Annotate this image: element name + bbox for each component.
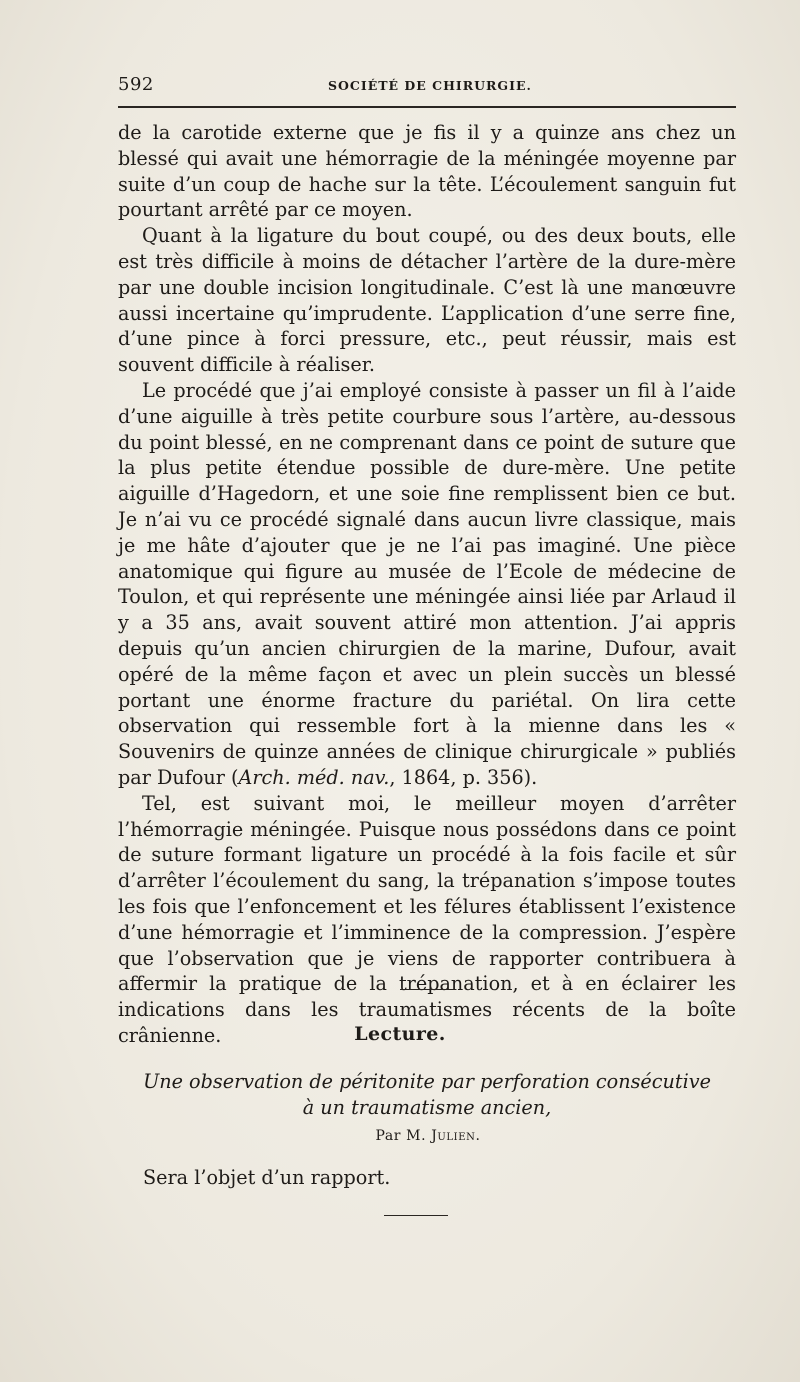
paragraph-procede	[118, 378, 736, 791]
report-note: Sera l’objet d’un rapport.	[143, 1166, 391, 1189]
lecture-heading: Lecture.	[354, 1023, 446, 1045]
paragraph-ligature: Quant à la ligature du bout coupé, ou des deux bouts, elle est très difficile à moins de détacher l’artère de la dure-mère par une double incision longitudinale. C’est là une manœuvre aussi incertaine qu’imprudente. L’application d’une serre fine, d’une pince à forci pressure, etc., peut réussir, mais est souvent difficile à réaliser.	[118, 224, 736, 377]
body-text	[118, 120, 736, 1049]
citation-journal: Arch. méd. nav.	[238, 765, 390, 789]
paragraph-procede-text: Le procédé que j’ai employé consiste à passer un fil à l’aide d’une aiguille à très petite courbure sous l’artère, au-dessous du point blessé, en ne comprenant dans ce point de suture que la plus petite étendue possible de dure-mère. Une petite aiguille d’Hagedorn, et une soie fine remplissent bien ce but. Je n’ai vu ce procédé signalé dans aucun livre classique, mais je me hâte d’ajouter que je ne l’ai pas imaginé. Une pièce anatomique qui figure au musée de l’Ecole de médecine de Toulon, et qui représente une méningée ainsi liée par Arlaud il y a 35 ans, avait souvent attiré mon attention. J’ai appris depuis qu’un ancien chirurgien de la marine, Dufour, avait opéré de la même façon et avec un plein succès un blessé portant une énorme fracture du pariétal. On lira cette observation qui ressemble fort à la mienne dans les « Souvenirs de quinze années de clinique chirurgicale » publiés par Dufour (	[118, 378, 736, 789]
citation-details: , 1864, p. 356).	[389, 765, 538, 789]
end-divider	[384, 1215, 448, 1216]
paragraph-carotide: de la carotide externe que je fis il y a quinze ans chez un blessé qui avait une hémorragie de la méningée moyenne par suite d’un coup de hache sur la tête. L’écoulement sanguin fut pourtant arrêté par ce moyen.	[118, 121, 736, 222]
author-name: Julien.	[431, 1128, 481, 1144]
section-divider	[400, 989, 456, 990]
article-title-line-1: Une observation de péritonite par perforation consécutive	[143, 1070, 711, 1093]
paragraph-conclusion: Tel, est suivant moi, le meilleur moyen d’arrêter l’hémorragie méningée. Puisque nous possédons dans ce point de suture formant ligature un procédé à la fois facile et sûr d’arrêter l’écoulement du sang, la trépanation s’impose toutes les fois que l’enfoncement et les félures établissent l’existence d’une hémorragie et l’imminence de la compression. J’espère que l’observation que je viens de rapporter contribuera à affermir la pratique de la trépanation, et à en éclairer les indications dans les traumatismes récents de la boîte crânienne.	[118, 791, 736, 1047]
article-title-line-2: à un traumatisme ancien,	[302, 1095, 552, 1119]
page-number: 592	[118, 74, 154, 95]
header-rule	[118, 106, 736, 108]
running-title: SOCIÉTÉ DE CHIRURGIE.	[328, 78, 532, 93]
author-prefix: Par M.	[375, 1128, 427, 1144]
article-title	[118, 1069, 736, 1121]
author-line	[0, 1128, 800, 1144]
page-header	[118, 74, 736, 98]
